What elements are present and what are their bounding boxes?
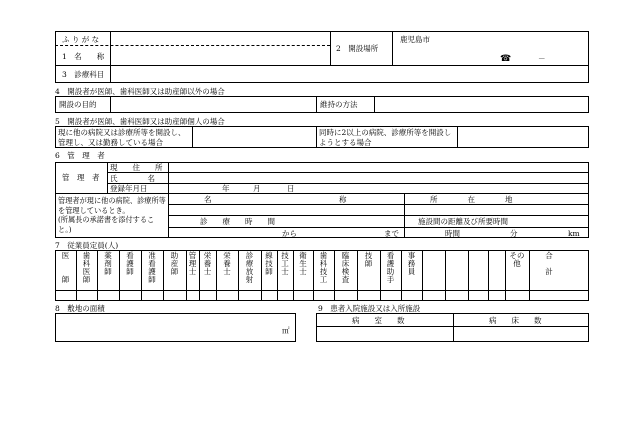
staff-column-header: 衛 生 士 (299, 251, 307, 277)
staff-count-input[interactable] (56, 291, 75, 300)
staff-count-input[interactable] (239, 291, 260, 300)
registration-year-label: 年 (222, 184, 230, 193)
current-other-facility-label: 現に他の病院又は診療所等を開設し、管理し、又は勤務している場合 (58, 128, 186, 148)
staff-column-header: 管 理 士 (188, 251, 197, 277)
section7-title: 7 従業員定員(人) (55, 241, 119, 250)
location-label: 2 開設場所 (336, 44, 379, 53)
staff-column-header: 助 産 師 (170, 251, 179, 277)
facility-name-input[interactable] (112, 47, 328, 64)
staff-count-input[interactable] (200, 291, 215, 300)
furigana-label: ふ り が な (62, 35, 100, 44)
beds-count-label: 病 床 数 (489, 316, 542, 325)
staff-count-input[interactable] (423, 291, 444, 300)
staff-column-header: 医 師 (61, 251, 70, 285)
manager-address-label: 現 住 所 (110, 163, 163, 172)
phone-dash: － (538, 54, 546, 63)
staff-column-header: 技 師 (364, 251, 373, 269)
section4-title: 4 開設者が医師、歯科医師又は助産師以外の場合 (55, 87, 225, 96)
registration-date-label: 登録年月日 (110, 184, 148, 193)
consultation-hours-header: 診 療 時 間 (200, 217, 275, 226)
staff-count-input[interactable] (335, 291, 356, 300)
location-city: 鹿児島市 (400, 35, 430, 44)
departments-input[interactable] (112, 67, 587, 82)
site-area-unit: ㎡ (282, 326, 290, 335)
other-facility-location-header: 所 在 地 (430, 195, 513, 204)
staff-count-input[interactable] (217, 291, 237, 300)
furigana-input[interactable] (112, 33, 328, 44)
hours-from-label: から (282, 229, 297, 238)
staff-column-header: 合 計 (545, 251, 553, 277)
rooms-count-label: 病 室 数 (352, 316, 405, 325)
location-input[interactable] (432, 33, 587, 53)
staff-column-header: 臨 床 検 査 (341, 251, 350, 285)
staff-count-input[interactable] (506, 291, 528, 300)
staff-count-input[interactable] (530, 291, 568, 300)
simultaneous-facility-label: 同時に2以上の病院、診療所等を開設しようとする場合 (319, 128, 452, 148)
distance-km-label: km (568, 229, 580, 238)
section9-title: 9 患者入院施設又は入所施設 (318, 304, 421, 313)
staff-column-header: 線 技 師 (265, 251, 273, 277)
manager-name-input[interactable] (170, 174, 587, 183)
staff-count-input[interactable] (314, 291, 333, 300)
staff-count-input[interactable] (278, 291, 292, 300)
staff-count-input[interactable] (489, 291, 504, 300)
staff-count-input[interactable] (164, 291, 185, 300)
staff-column-header: 准 看 護 師 (148, 251, 156, 285)
section8-title: 8 敷地の面積 (55, 304, 105, 313)
staff-count-input[interactable] (402, 291, 421, 300)
travel-time-minutes-label: 分 (510, 229, 518, 238)
staff-count-input[interactable] (187, 291, 198, 300)
staff-count-input[interactable] (98, 291, 118, 300)
registration-day-label: 日 (287, 184, 295, 193)
phone-icon: ☎ (500, 54, 512, 64)
travel-time-hours-label: 時間 (445, 229, 460, 238)
staff-count-input[interactable] (446, 291, 467, 300)
travel-time-input[interactable] (406, 228, 587, 237)
other-management-label (58, 196, 166, 235)
registration-date-input[interactable] (170, 184, 587, 193)
staff-count-input[interactable] (120, 291, 140, 300)
hours-until-input[interactable] (298, 228, 382, 237)
other-facility-name-input[interactable] (170, 205, 402, 214)
staff-column-header: 看 護 助 手 (386, 251, 395, 285)
section5-title: 5 開設者が医師、歯科医師又は助産師個人の場合 (55, 117, 225, 126)
staff-column-header: 歯 科 医 師 (82, 251, 91, 285)
staff-column-header: 栄 養 士 (203, 251, 212, 277)
manager-label: 管 理 者 (62, 173, 100, 182)
facility-name-label: 1 名 称 (62, 52, 105, 61)
maintenance-input[interactable] (376, 98, 587, 111)
staff-column-header: 技 工 士 (281, 251, 289, 277)
current-other-facility-input[interactable] (194, 128, 314, 146)
hours-from-input[interactable] (170, 228, 278, 237)
staff-count-input[interactable] (358, 291, 379, 300)
purpose-label: 開設の目的 (59, 100, 97, 109)
maintenance-label: 維持の方法 (320, 100, 358, 109)
facility-distance-header: 施設間の距離及び所要時間 (418, 217, 508, 226)
manager-address-input[interactable] (170, 163, 587, 172)
departments-label: 3 診療科目 (62, 70, 105, 79)
staff-count-input[interactable] (294, 291, 312, 300)
other-management-text: 管理者が現に他の病院、診療所等を管理しているとき。 (58, 196, 166, 215)
staff-column-header: 歯 科 技 工 (319, 251, 328, 285)
registration-month-label: 月 (253, 184, 261, 193)
staff-count-input[interactable] (469, 291, 487, 300)
staff-count-input[interactable] (77, 291, 96, 300)
purpose-input[interactable] (112, 98, 314, 111)
staff-count-input[interactable] (381, 291, 400, 300)
section6-title: 6 管 理 者 (55, 151, 105, 160)
staff-column-header: 事 務 員 (407, 251, 416, 277)
staff-column-header: 診 療 放 射 (245, 251, 254, 285)
simultaneous-facility-input[interactable] (459, 128, 587, 146)
staff-column-header: 栄 養 士 (223, 251, 231, 277)
site-area-input[interactable] (57, 315, 279, 340)
other-management-note: (所属長の承諾書を添付すること。) (58, 215, 155, 235)
staff-count-input[interactable] (262, 291, 276, 300)
staff-count-input[interactable] (142, 291, 162, 300)
beds-count-input[interactable] (455, 328, 587, 340)
other-facility-name-header: 名 称 (204, 195, 347, 204)
staff-column-header: その 他 (509, 251, 525, 269)
rooms-count-input[interactable] (318, 328, 451, 340)
hours-until-label: まで (384, 229, 399, 238)
other-facility-location-input[interactable] (406, 205, 587, 214)
staff-column-header: 看 護 師 (126, 251, 134, 277)
manager-name-label: 氏 名 (110, 174, 155, 183)
staff-column-header: 薬 剤 師 (104, 251, 112, 277)
